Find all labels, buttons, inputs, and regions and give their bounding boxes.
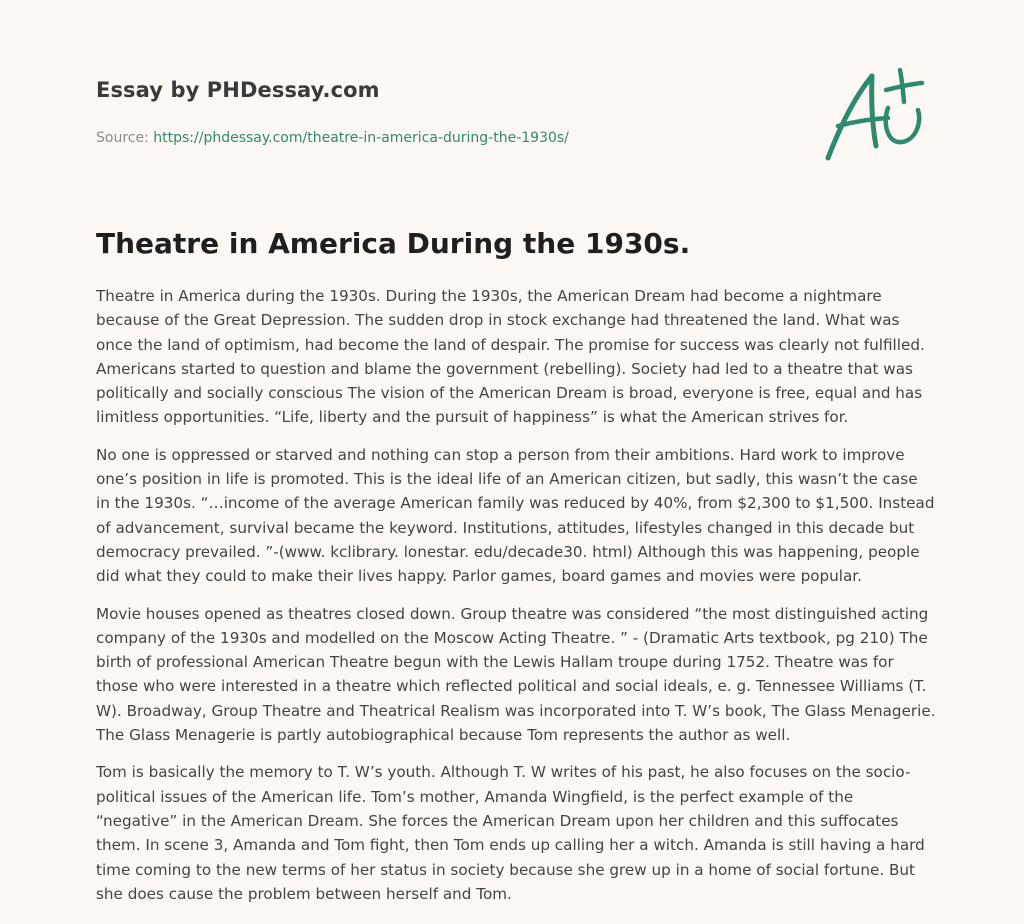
page-header [96,76,796,148]
source-link[interactable]: https://phdessay.com/theatre-in-america-during-the-1930s/ [153,130,569,146]
essay-paragraph: Theatre in America during the 1930s. During the 1930s, the American Dream had become a nightmare because of the Great Depression. The sudden drop in stock exchange had threatened the land. What was once the land of optimism, had become the land of despair. The promise for success was clearly not fulfilled. Americans started to question and blame the government (rebelling). Society had led to a theatre that was politically and socially conscious The vision of the American Dream is broad, everyone is free, equal and has limitless opportunities. “Life, liberty and the pursuit of happiness” is what the American strives for. [96,287,925,427]
a-plus-grade-icon [822,66,926,162]
site-brand: Essay by PHDessay.com [96,78,380,102]
essay-paragraph: Tom is basically the memory to T. W’s youth. Although T. W writes of his past, he also focuses on the socio-political issues of the American life. Tom’s mother, Amanda Wingfield, is the perfect example of the “negative” in the American Dream. She forces the American Dream upon her children and this suffocates them. In scene 3, Amanda and Tom fight, then Tom ends up calling her a witch. Amanda is still having a hard time coming to the new terms of her status in society because she grew up in a home of social fortune. But she does cause the problem between herself and Tom. [96,763,925,903]
essay-body [96,284,936,919]
essay-title: Theatre in America During the 1930s. [96,227,691,260]
essay-paragraph: Movie houses opened as theatres closed down. Group theatre was considered “the most distinguished acting company of the 1930s and modelled on the Moscow Acting Theatre. ” - (Dramatic Arts textbook, pg 210) The birth of professional American Theatre begun with the Lewis Hallam troupe during 1752. Theatre was for those who were interested in a theatre which reflected political and social ideals, e. g. Tennessee Williams (T. W). Broadway, Group Theatre and Theatrical Realism was incorporated into T. W’s book, The Glass Menagerie. The Glass Menagerie is partly autobiographical because Tom represents the author as well. [96,604,936,745]
source-label: Source: [96,130,149,146]
source-line [96,128,796,148]
essay-paragraph: No one is oppressed or starved and nothing can stop a person from their ambitions. Hard work to improve one’s position in life is promoted. This is the ideal life of an American citizen, but sadly, this wasn’t the case in the 1930s. “…income of the average American family was reduced by 40%, from $2,300 to $1,500. Instead of advancement, survival became the keyword. Institutions, attitudes, lifestyles changed in this decade but democracy prevailed. ”-(www. kclibrary. lonestar. edu/decade30. html) Although this was happening, people did what they could to make their lives happy. Parlor games, board games and movies were popular. [96,445,935,586]
